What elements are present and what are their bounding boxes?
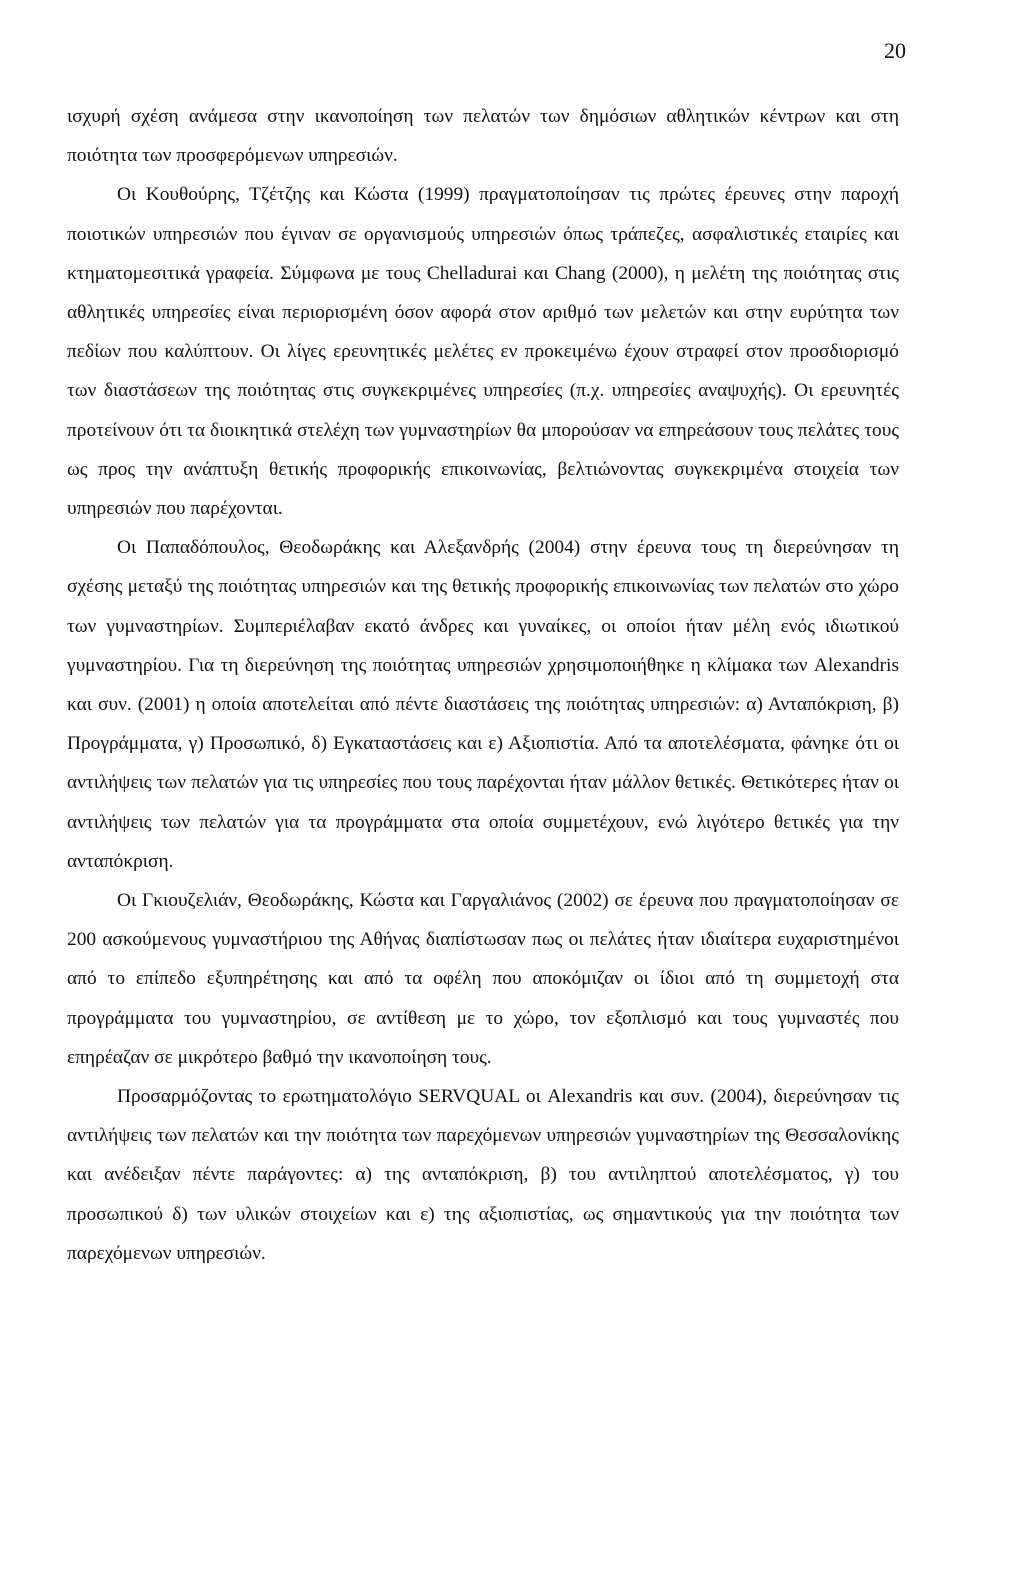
paragraph-papadopoulos-study: Οι Παπαδόπουλος, Θεοδωράκης και Αλεξανδρής (2004) στην έρευνα τους τη διερεύνησαν τη σχέσης μεταξύ της ποιότητας υπηρεσιών και της θετικής προφορικής επικοινωνίας των πελατών στο χώρο των γυμναστηρίων. Συμπεριέλαβαν εκατό άνδρες και γυναίκες, οι οποίοι ήταν μέλη ενός ιδιωτικού γυμναστηρίου. Για τη διερεύνηση της ποιότητας υπηρεσιών χρησιμοποιήθηκε η κλίμακα των Alexandris και συν. (2001) η οποία αποτελείται από πέντε διαστάσεις της ποιότητας υπηρεσιών: α) Ανταπόκριση, β) Προγράμματα, γ) Προσωπικό, δ) Εγκαταστάσεις και ε) Αξιοπιστία. Από τα αποτελέσματα, φάνηκε ότι οι αντιλήψεις των πελατών για τις υπηρεσίες που τους παρέχονται ήταν μάλλον θετικές. Θετικότερες ήταν οι αντιλήψεις των πελατών για τα προγράμματα στα οποία συμμετέχουν, ενώ λιγότερο θετικές για την ανταπόκριση. [67,537,899,872]
document-body [67,97,899,1273]
paragraph-gkiouzelian-study: Οι Γκιουζελιάν, Θεοδωράκης, Κώστα και Γαργαλιάνος (2002) σε έρευνα που πραγματοποίησαν σε 200 ασκούμενους γυμναστήριου της Αθήνας διαπίστωσαν πως οι πελάτες ήταν ιδιαίτερα ευχαριστημένοι από το επίπεδο εξυπηρέτησης και από τα οφέλη που αποκόμιζαν οι ίδιοι από τη συμμετοχή στα προγράμματα του γυμναστηρίου, σε αντίθεση με το χώρο, τον εξοπλισμό και τους γυμναστές που επηρέαζαν σε μικρότερο βαθμό την ικανοποίηση τους. [67,890,899,1068]
page-number: 20 [884,38,906,63]
paragraph-continuation: ισχυρή σχέση ανάμεσα στην ικανοποίηση των πελατών των δημόσιων αθλητικών κέντρων και στη ποιότητα των προσφερόμενων υπηρεσιών. [67,106,899,167]
paragraph-servqual-study: Προσαρμόζοντας το ερωτηματολόγιο SERVQUAL οι Alexandris και συν. (2004), διερεύνησαν τις αντιλήψεις των πελατών και την ποιότητα των παρεχόμενων υπηρεσιών γυμναστηρίων της Θεσσαλονίκης και ανέδειξαν πέντε παράγοντες: α) της ανταπόκριση, β) του αντιληπτού αποτελέσματος, γ) του προσωπικού δ) των υλικών στοιχείων και ε) της αξιοπιστίας, ως σημαντικούς για την ποιότητα των παρεχόμενων υπηρεσιών. [67,1086,899,1264]
paragraph-kouthouris-study: Οι Κουθούρης, Τζέτζης και Κώστα (1999) πραγματοποίησαν τις πρώτες έρευνες στην παροχή ποιοτικών υπηρεσιών που έγιναν σε οργανισμούς υπηρεσιών όπως τράπεζες, ασφαλιστικές εταιρίες και κτηματομεσιτικά γραφεία. Σύμφωνα με τους Chelladurai και Chang (2000), η μελέτη της ποιότητας στις αθλητικές υπηρεσίες είναι περιορισμένη όσον αφορά στον αριθμό των μελετών και στην ευρύτητα των πεδίων που καλύπτουν. Οι λίγες ερευνητικές μελέτες εν προκειμένω έχουν στραφεί στον προσδιορισμό των διαστάσεων της ποιότητας στις συγκεκριμένες υπηρεσίες (π.χ. υπηρεσίες αναψυχής). Οι ερευνητές προτείνουν ότι τα διοικητικά στελέχη των γυμναστηρίων θα μπορούσαν να επηρεάσουν τους πελάτες τους ως προς την ανάπτυξη θετικής προφορικής επικοινωνίας, βελτιώνοντας συγκεκριμένα στοιχεία των υπηρεσιών που παρέχονται. [67,184,899,520]
